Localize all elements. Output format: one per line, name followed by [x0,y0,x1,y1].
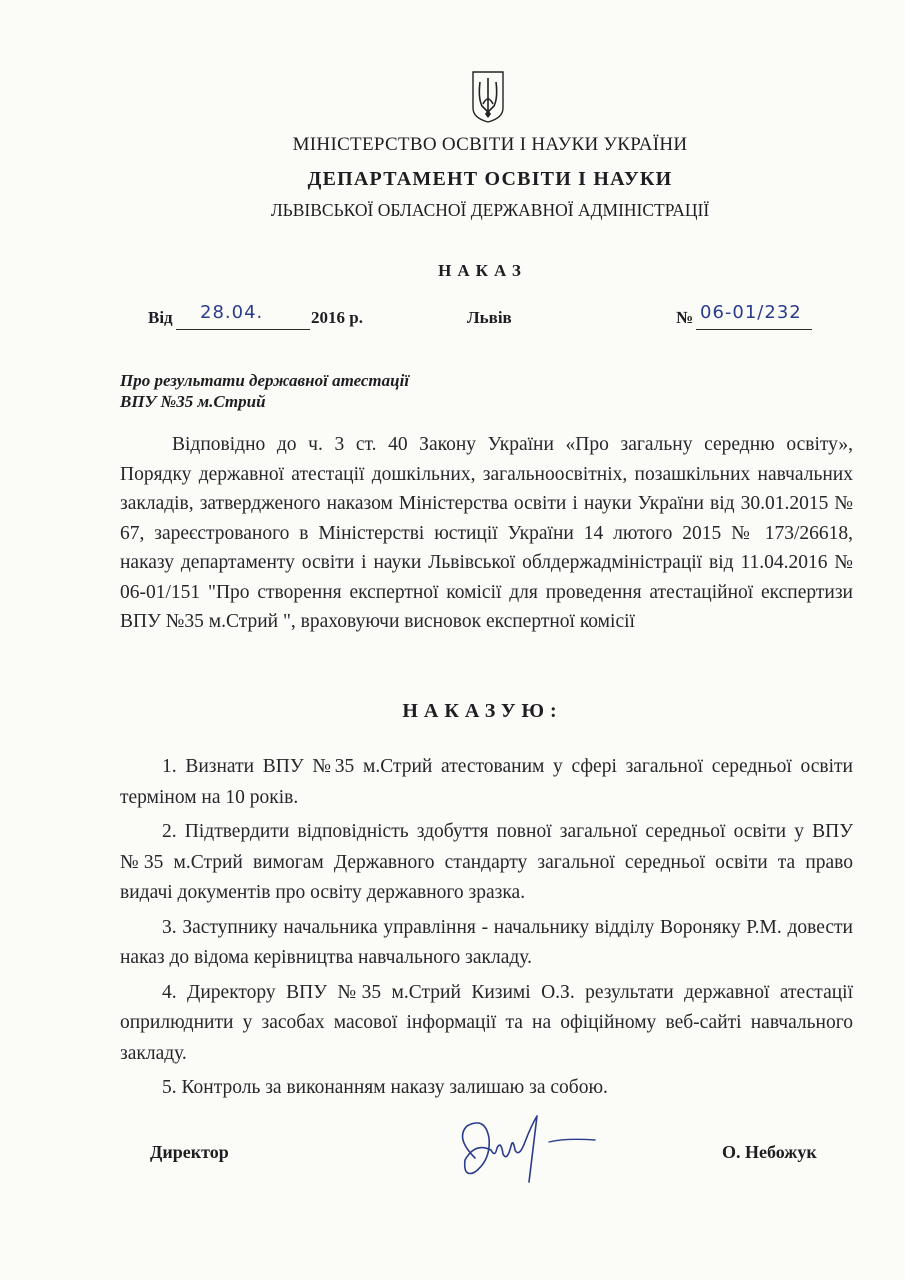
signatory-title: Директор [150,1142,229,1162]
subject-line-1: Про результати державної атестації [120,371,410,390]
order-items [120,752,853,1108]
decree-title: НАКАЗУЮ: [402,700,563,722]
subject-line-2: ВПУ №35 м.Стрий [120,392,266,411]
year-text: 2016 р. [311,308,363,327]
signatory-name: О. Небожук [722,1142,817,1162]
number-underline [696,329,812,330]
preamble-text: Відповідно до ч. 3 ст. 40 Закону України «Про загальну середню освіту», Порядку державної атестації дошкільних, загальноосвітніх, позашкільних навчальних закладів, затвердженого наказом Міністерства освіти і науки України від 30.01.2015 № 67, зареєстрованого в Міністерстві юстиції України 14 лютого 2015 № 173/26618, наказу департаменту освіти і науки Львівської облдержадміністрації від 11.04.2016 № 06-01/151 "Про створення експертної комісії для проведення атестаційної експертизи ВПУ №35 м.Стрий ", враховуючи висновок експертної комісії [120,434,853,632]
handwritten-signature [445,1098,605,1188]
order-item-5: 5. Контроль за виконанням наказу залишаю за собою. [162,1077,608,1098]
city: Львів [467,308,512,327]
trident-icon [470,70,506,124]
number-prefix: № [676,308,694,327]
preamble [120,430,853,637]
administration-heading: ЛЬВІВСЬКОЇ ОБЛАСНОЇ ДЕРЖАВНОЇ АДМІНІСТРАЦІЇ [270,200,710,220]
subject [120,370,520,412]
date-underline [176,329,310,330]
ministry-heading: МІНІСТЕРСТВО ОСВІТИ І НАУКИ УКРАЇНИ [292,134,688,155]
order-item-2: 2. Підтвердити відповідність здобуття повної загальної середньої освіти у ВПУ №35 м.Стрий вимогам Державного стандарту загальної середньої освіти та право видачі документів про освіту державного зразка. [120,821,853,903]
department-heading: ДЕПАРТАМЕНТ ОСВІТИ І НАУКИ [307,168,673,190]
order-item-4: 4. Директору ВПУ №35 м.Стрий Кизимі О.З. результати державної атестації оприлюднити у засобах масової інформації та на офіційному веб-сайті навчального закладу. [120,981,853,1064]
order-item-1: 1. Визнати ВПУ №35 м.Стрий атестованим у сфері загальної середньої освіти терміном на 10 років. [120,756,853,808]
date-prefix: Від [148,308,173,327]
number-handwritten: 06-01/232 [700,302,802,323]
order-item-3: 3. Заступнику начальника управління - начальнику відділу Вороняку Р.М. довести наказ до відома керівництва навчального закладу. [120,916,853,968]
order-title: НАКАЗ [438,261,527,280]
date-handwritten: 28.04. [200,302,264,323]
